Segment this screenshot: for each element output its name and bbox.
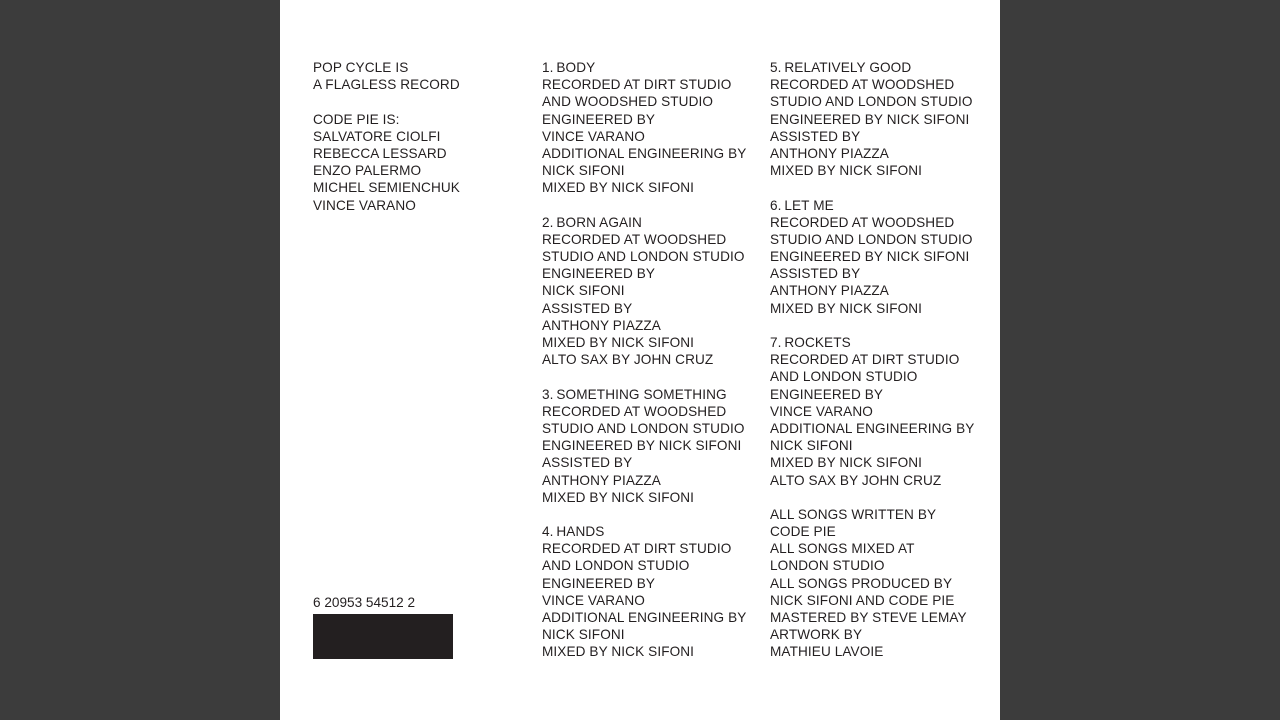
barcode-block — [313, 614, 453, 659]
credit-line: STUDIO AND LONDON STUDIO — [542, 249, 745, 265]
credit-line: RECORDED AT DIRT STUDIO — [542, 77, 732, 93]
credit-line: ENGINEERED BY NICK SIFONI — [542, 438, 742, 454]
credit-heading: CODE PIE IS: — [313, 111, 400, 127]
credit-line: VINCE VARANO — [542, 128, 645, 144]
credit-line: RECORDED AT DIRT STUDIO — [542, 541, 732, 557]
credit-line: ALL SONGS PRODUCED BY — [770, 575, 953, 591]
credit-line: NICK SIFONI — [542, 163, 625, 179]
credit-line: VINCE VARANO — [313, 197, 416, 213]
block-gap — [770, 179, 974, 196]
credit-line: ANTHONY PIAZZA — [770, 283, 889, 299]
credit-line: ADDITIONAL ENGINEERING BY — [542, 610, 747, 625]
credit-line: MIXED BY NICK SIFONI — [542, 180, 695, 196]
credit-line: MIXED BY NICK SIFONI — [542, 489, 695, 505]
credit-line: ALTO SAX BY JOHN CRUZ — [542, 352, 714, 368]
credit-line: ALL SONGS MIXED AT — [770, 541, 915, 557]
credit-heading: 4. HANDS — [542, 524, 605, 540]
credit-line: RECORDED AT WOODSHED — [770, 77, 955, 93]
credit-line: ANTHONY PIAZZA — [542, 317, 661, 333]
credit-line: LONDON STUDIO — [770, 558, 885, 574]
block-gap — [770, 317, 974, 334]
credit-line: AND LONDON STUDIO — [770, 369, 918, 385]
credit-line: NICK SIFONI AND CODE PIE — [770, 592, 955, 608]
credit-line: VINCE VARANO — [770, 403, 873, 419]
credits-column-2 — [542, 59, 746, 661]
credit-heading: POP CYCLE IS — [313, 60, 409, 75]
credit-line: MIXED BY NICK SIFONI — [770, 163, 923, 179]
credit-heading: 7. ROCKETS — [770, 335, 851, 350]
credit-line: CODE PIE — [770, 524, 836, 540]
credit-line: ENZO PALERMO — [313, 163, 422, 179]
credit-line: ARTWORK BY — [770, 627, 863, 643]
credit-line: MIXED BY NICK SIFONI — [542, 644, 695, 660]
credits-column-3 — [770, 59, 974, 661]
credit-line: MIXED BY NICK SIFONI — [770, 455, 923, 471]
credit-line: STUDIO AND LONDON STUDIO — [770, 231, 973, 247]
credit-line: ENGINEERED BY — [542, 266, 656, 282]
credit-line: MIXED BY NICK SIFONI — [770, 300, 923, 316]
credit-line: AND WOODSHED STUDIO — [542, 94, 714, 110]
credit-line: MIXED BY NICK SIFONI — [542, 335, 695, 350]
credit-line: ADDITIONAL ENGINEERING BY — [770, 420, 975, 436]
credit-line: AND LONDON STUDIO — [542, 558, 690, 574]
credit-line: ASSISTED BY — [770, 128, 861, 144]
credit-line: NICK SIFONI — [542, 627, 625, 643]
credit-line: ENGINEERED BY — [770, 386, 884, 402]
credit-line: ENGINEERED BY — [542, 575, 656, 591]
credit-line: ALTO SAX BY JOHN CRUZ — [770, 472, 942, 488]
credit-line: RECORDED AT WOODSHED — [542, 403, 727, 419]
credit-line: VINCE VARANO — [542, 592, 645, 608]
credit-heading: 6. LET ME — [770, 197, 834, 213]
credit-line: ENGINEERED BY — [542, 111, 656, 127]
credit-line: ENGINEERED BY NICK SIFONI — [770, 111, 970, 127]
block-gap — [542, 506, 746, 523]
credit-line: MASTERED BY STEVE LEMAY — [770, 610, 967, 625]
block-gap — [313, 93, 460, 110]
credit-line: ASSISTED BY — [770, 266, 861, 282]
credit-line: MATHIEU LAVOIE — [770, 644, 884, 660]
credit-heading: 1. BODY — [542, 60, 596, 75]
credit-line: SALVATORE CIOLFI — [313, 128, 441, 144]
credit-line: RECORDED AT DIRT STUDIO — [770, 352, 960, 368]
credit-line: RECORDED AT WOODSHED — [542, 231, 727, 247]
credit-line: ANTHONY PIAZZA — [542, 472, 661, 488]
credit-line: ASSISTED BY — [542, 455, 633, 471]
credit-line: MICHEL SEMIENCHUK — [313, 180, 460, 196]
credit-line: A FLAGLESS RECORD — [313, 77, 460, 93]
block-gap — [542, 368, 746, 385]
credit-line: NICK SIFONI — [542, 283, 625, 299]
credits-column-1 — [313, 59, 460, 214]
credit-line: ENGINEERED BY NICK SIFONI — [770, 249, 970, 265]
barcode-number: 6 20953 54512 2 — [313, 595, 416, 610]
credit-heading: 5. RELATIVELY GOOD — [770, 60, 912, 75]
liner-notes-page — [280, 0, 1000, 720]
credit-line: ASSISTED BY — [542, 300, 633, 316]
credit-line: RECORDED AT WOODSHED — [770, 214, 955, 230]
credit-line: STUDIO AND LONDON STUDIO — [542, 420, 745, 436]
credit-line: ANTHONY PIAZZA — [770, 145, 889, 161]
credit-heading: 3. SOMETHING SOMETHING — [542, 386, 727, 402]
credit-heading: ALL SONGS WRITTEN BY — [770, 506, 937, 522]
credit-line: STUDIO AND LONDON STUDIO — [770, 94, 973, 110]
credit-line: NICK SIFONI — [770, 438, 853, 454]
block-gap — [770, 489, 974, 506]
credit-line: ADDITIONAL ENGINEERING BY — [542, 145, 747, 161]
credit-line: REBECCA LESSARD — [313, 145, 447, 161]
block-gap — [542, 197, 746, 214]
credit-heading: 2. BORN AGAIN — [542, 214, 642, 230]
